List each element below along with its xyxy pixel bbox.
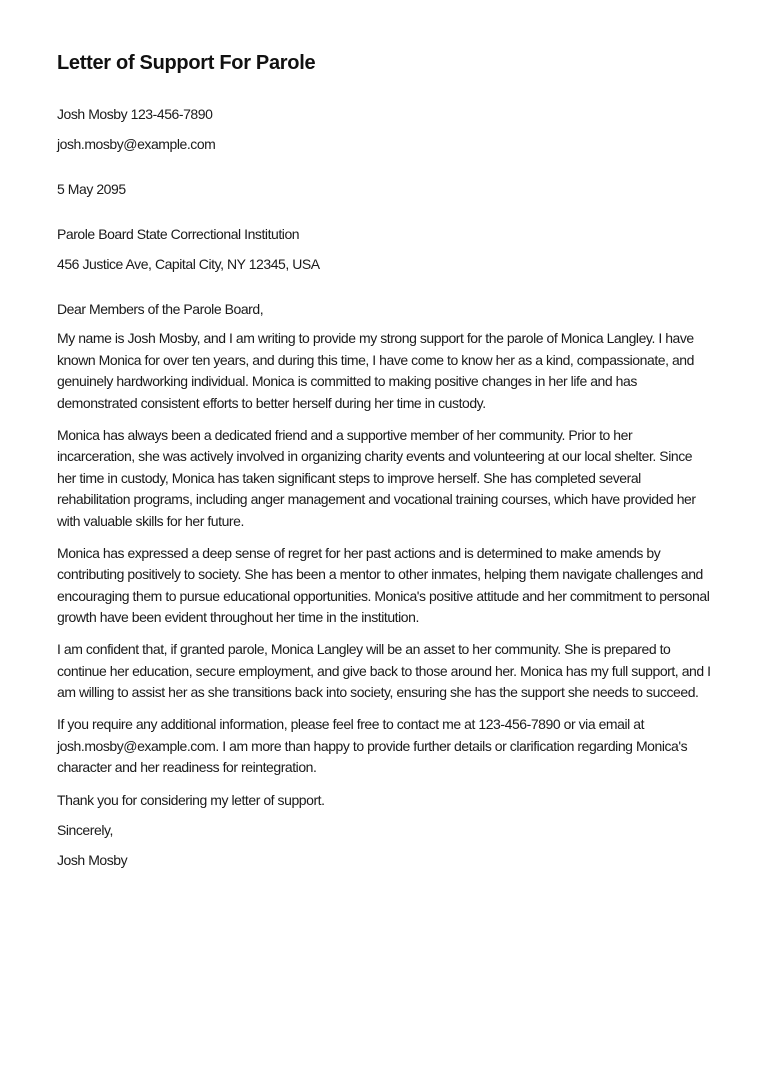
body-paragraph: Monica has always been a dedicated friend and a supportive member of her community. Prior to her incarceration, she was actively involved in organizing charity events and volunteering at our local shelter. Since her time in custody, Monica has taken significant steps to improve herself. She has completed several rehabilitation programs, including anger management and vocational training courses, which have provided her with valuable skills for her future. [57,426,696,529]
body-paragraph: I am confident that, if granted parole, Monica Langley will be an asset to her community. She is prepared to continue her education, secure employment, and give back to those around her. Monica has my full support, and I am willing to assist her as she transitions back into society, ensuring she has the support she needs to succeed. [57,641,711,700]
signature-name: Josh Mosby [57,852,128,868]
closing: Sincerely, [57,822,113,838]
sender-name-phone: Josh Mosby 123-456-7890 [57,106,213,122]
body-paragraph: My name is Josh Mosby, and I am writing to provide my strong support for the parole of Monica Langley. I have known Monica for over ten years, and during this time, I have come to know her as a kind, compassionate, and genuinely hardworking individual. Monica is committed to making positive changes in her life and has demonstrated consistent efforts to better herself during her time in custody. [57,330,694,411]
recipient-address: 456 Justice Ave, Capital City, NY 12345, USA [57,256,320,272]
body-paragraph: If you require any additional information, please feel free to contact me at 123-456-7890 or via email at josh.mosby@example.com. I am more than happy to provide further details or clarification regarding Monica's character and her readiness for reintegration. [57,716,688,775]
letter-title: Letter of Support For Parole [57,52,316,74]
recipient-organization: Parole Board State Correctional Institution [57,226,300,242]
body-paragraph: Monica has expressed a deep sense of regret for her past actions and is determined to make amends by contributing positively to society. She has been a mentor to other inmates, helping them navigate challenges and encouraging them to pursue educational opportunities. Monica's positive attitude and her commitment to personal growth have been evident throughout her time in the institution. [57,544,710,625]
letter-date: 5 May 2095 [57,181,126,197]
salutation: Dear Members of the Parole Board, [57,301,264,317]
thank-you-line: Thank you for considering my letter of support. [57,792,325,808]
sender-email: josh.mosby@example.com [57,136,216,152]
